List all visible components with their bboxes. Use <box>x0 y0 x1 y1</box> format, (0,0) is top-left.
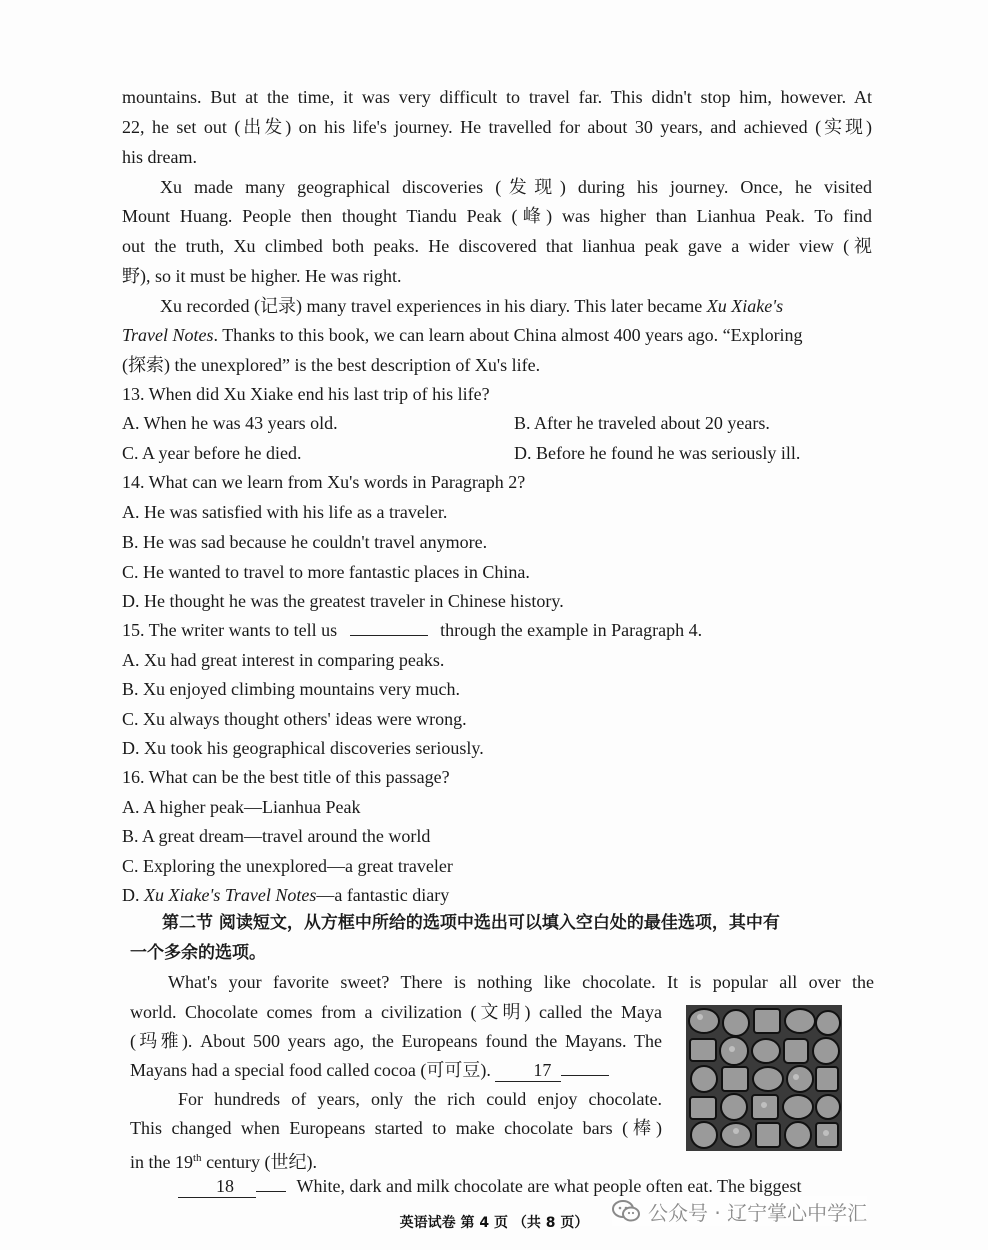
answer-blank-17: 17 <box>495 1059 561 1082</box>
section-heading: 第二节 阅读短文，从方框中所给的选项中选出可以填入空白处的最佳选项，其中有 <box>162 913 780 933</box>
page-footer: 英语试卷 第 4 页 （共 8 页） <box>399 1215 589 1231</box>
passage-line: mountains. But at the time, it was very difficult to travel far. This didn't stop him, however. At <box>122 87 872 107</box>
chocolate-photo <box>686 1005 842 1151</box>
answer-blank-tail <box>256 1191 286 1192</box>
question-stem <box>122 619 872 641</box>
passage-line: This changed when Europeans started to make chocolate bars (棒) <box>130 1118 662 1138</box>
passage-line: 野), so it must be higher. He was right. <box>122 266 402 286</box>
question-text: through the example in Paragraph 4. <box>440 620 703 640</box>
option: B. Xu enjoyed climbing mountains very much. <box>122 679 460 699</box>
section-heading: 一个多余的选项。 <box>130 943 266 963</box>
option: D. Before he found he was seriously ill. <box>514 443 801 463</box>
passage-text: century (世纪). <box>201 1152 318 1172</box>
passage-line: (探索) the unexplored” is the best description of Xu's life. <box>122 355 541 375</box>
question-stem: 14. What can we learn from Xu's words in Paragraph 2? <box>122 472 526 492</box>
passage-line: Xu made many geographical discoveries (发现) during his journey. Once, he visited <box>160 177 872 197</box>
passage-line <box>160 295 872 317</box>
option: B. He was sad because he couldn't travel anymore. <box>122 532 488 552</box>
option-text: —a fantastic diary <box>316 885 450 905</box>
passage-line: For hundreds of years, only the rich could enjoy chocolate. <box>178 1089 662 1109</box>
passage-line: out the truth, Xu climbed both peaks. He discovered that lianhua peak gave a wider view (视 <box>122 236 872 256</box>
passage-line <box>122 324 872 346</box>
passage-text: Xu recorded (记录) many travel experiences in his diary. This later became <box>160 296 707 316</box>
option: A. He was satisfied with his life as a traveler. <box>122 502 448 522</box>
book-title: Xu Xiake's Travel Notes <box>144 885 317 905</box>
passage-line: his dream. <box>122 147 197 167</box>
book-title: Xu Xiake's <box>706 296 784 316</box>
question-stem: 16. What can be the best title of this passage? <box>122 767 450 787</box>
book-title: Travel Notes <box>122 325 214 345</box>
option: D. Xu took his geographical discoveries seriously. <box>122 738 484 758</box>
question-text: 15. The writer wants to tell us <box>122 620 338 640</box>
answer-blank-18: 18 <box>178 1175 256 1198</box>
option: C. Xu always thought others' ideas were wrong. <box>122 709 467 729</box>
option: C. A year before he died. <box>122 443 302 463</box>
option-label: D. <box>122 885 144 905</box>
watermark-text: 公众号 · 辽宁掌心中学汇 <box>648 1200 868 1225</box>
passage-text: in the 19 <box>130 1152 193 1172</box>
option: A. Xu had great interest in comparing peaks. <box>122 650 445 670</box>
passage-text: . Thanks to this book, we can learn about China almost 400 years ago. “Exploring <box>213 325 803 345</box>
passage-text: White, dark and milk chocolate are what people often eat. The biggest <box>296 1176 802 1196</box>
option: B. A great dream—travel around the world <box>122 826 431 846</box>
passage-line <box>178 1175 874 1198</box>
passage-line: Mount Huang. People then thought Tiandu Peak (峰) was higher than Lianhua Peak. To find <box>122 206 872 226</box>
passage-line: 22, he set out (出发) on his life's journey. He travelled for about 30 years, and achieved (实现) <box>122 117 872 137</box>
wechat-icon <box>612 1199 640 1223</box>
option: D. He thought he was the greatest traveler in Chinese history. <box>122 591 564 611</box>
answer-blank-tail <box>561 1075 609 1076</box>
option: C. Exploring the unexplored—a great traveler <box>122 856 453 876</box>
chocolate-photo-icon <box>686 1005 842 1151</box>
passage-line: (玛雅). About 500 years ago, the Europeans found the Mayans. The <box>130 1031 662 1051</box>
superscript: th <box>193 1152 202 1164</box>
passage-line: What's your favorite sweet? There is nothing like chocolate. It is popular all over the <box>168 972 874 992</box>
option <box>122 884 872 906</box>
option: B. After he traveled about 20 years. <box>514 413 770 433</box>
passage-text: Mayans had a special food called cocoa (可可豆). <box>130 1060 496 1080</box>
question-stem: 13. When did Xu Xiake end his last trip of his life? <box>122 384 490 404</box>
option: C. He wanted to travel to more fantastic places in China. <box>122 562 530 582</box>
passage-line: world. Chocolate comes from a civilization (文明) called the Maya <box>130 1002 662 1022</box>
answer-blank <box>350 621 428 636</box>
option: A. A higher peak—Lianhua Peak <box>122 797 361 817</box>
option: A. When he was 43 years old. <box>122 413 338 433</box>
watermark <box>612 1196 867 1226</box>
